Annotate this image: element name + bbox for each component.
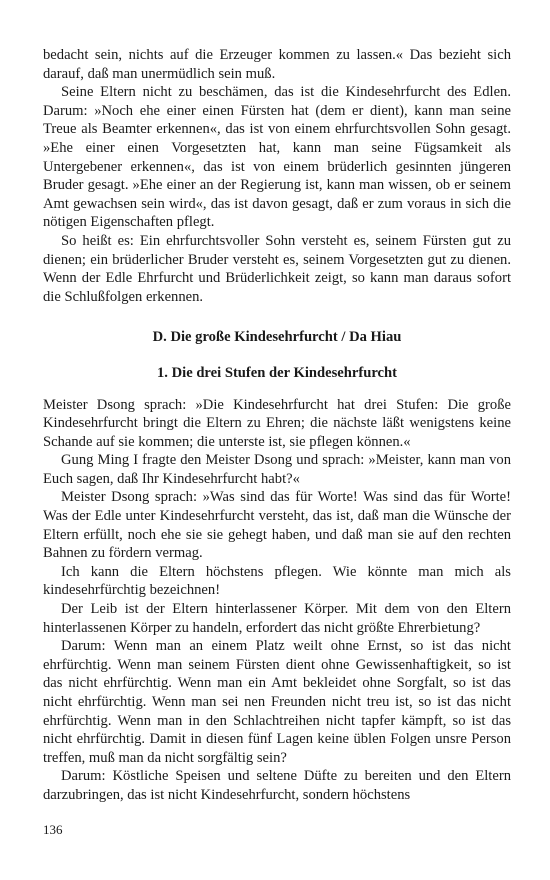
paragraph: bedacht sein, nichts auf die Erzeuger kommen zu lassen.« Das bezieht sich darauf, daß man unermüdlich sein muß. [43,47,511,82]
paragraph: Meister Dsong sprach: »Was sind das für Worte! Was sind das für Worte! Was der Edle unter Kindesehrfurcht versteht, das ist, daß man die Wünsche der Eltern erfüllt, noch ehe sie sie gehegt haben, und daß man sie auf den rechten Bahnen zu fördern vermag. [43,489,511,562]
paragraph: Ich kann die Eltern höchstens pflegen. Wie könnte man mich als kindesehrfürchtig bezeichnen! [43,563,511,599]
chapter-heading: D. Die große Kindesehrfurcht / Da Hiau [152,329,402,346]
paragraph: Darum: Köstliche Speisen und seltene Düfte zu bereiten und den Eltern darzubringen, das ist nicht Kindesehrfurcht, sondern höchstens [43,768,511,803]
body-text-top [43,46,511,306]
paragraph: Der Leib ist der Eltern hinterlassener Körper. Mit dem von den Eltern hinterlassenen Körper zu handeln, erfordert das nicht größte Ehrerbietung? [43,601,511,636]
page-number: 136 [43,822,63,837]
book-page [43,46,511,805]
paragraph: So heißt es: Ein ehrfurchtsvoller Sohn versteht es, seinem Fürsten gut zu dienen; ein brüderlicher Bruder versteht es, seinem Vorgesetzten gut zu dienen. Wenn der Edle Ehrfurcht und Brüderlichkeit zeigt, so kann man daraus sofort die Schlußfolgen erkennen. [43,232,511,305]
paragraph: Gung Ming I fragte den Meister Dsong und sprach: »Meister, kann man von Euch sagen, daß Ihr Kindesehrfurcht habt?« [43,452,511,487]
section-heading: 1. Die drei Stufen der Kindesehrfurcht [157,364,397,381]
paragraph: Darum: Wenn man an einem Platz weilt ohne Ernst, so ist das nicht ehrfürchtig. Wenn man seinem Fürsten dient ohne Gewissenhaftigkeit, so ist das nicht ehrfürchtig. Wenn man ein Amt bekleidet ohne Sorgfalt, so ist das nicht ehrfürchtig. Wenn man sei nen Freunden nicht treu ist, so ist das nicht ehrfürchtig. Wenn man in den Schlachtreihen nicht tapfer kämpft, so ist das nicht ehrfürchtig. Damit in diesen fünf Lagen keine üblen Folgen unsre Person treffen, muß man da nicht sorgfältig sein? [43,638,511,766]
paragraph: Meister Dsong sprach: »Die Kindesehrfurcht hat drei Stufen: Die große Kindesehrfurcht bringt die Eltern zu Ehren; die nächste läßt wenigstens keine Schande auf sie kommen; die unterste ist, sie pflegen können.« [43,396,511,450]
paragraph: Seine Eltern nicht zu beschämen, das ist die Kindesehrfurcht des Edlen. Darum: »Noch ehe einer einen Fürsten hat (dem er dient), kann man seine Treue als Beamter erkennen«, das ist von einem ehrfurchtsvollen Sohn gesagt. »Ehe einer einen Vorgesetzten hat, kann man seine Fügsamkeit als Untergebener erkennen«, das ist von einem brüderlich gesinnten jüngeren Bruder gesagt. »Ehe einer an der Regierung ist, kann man wissen, ob er seinem Amt gewachsen sein wird«, das ist davon gesagt, daß er zum voraus in sich die nötigen Eigenschaften pflegt. [43,84,511,231]
body-text-bottom [43,396,511,805]
